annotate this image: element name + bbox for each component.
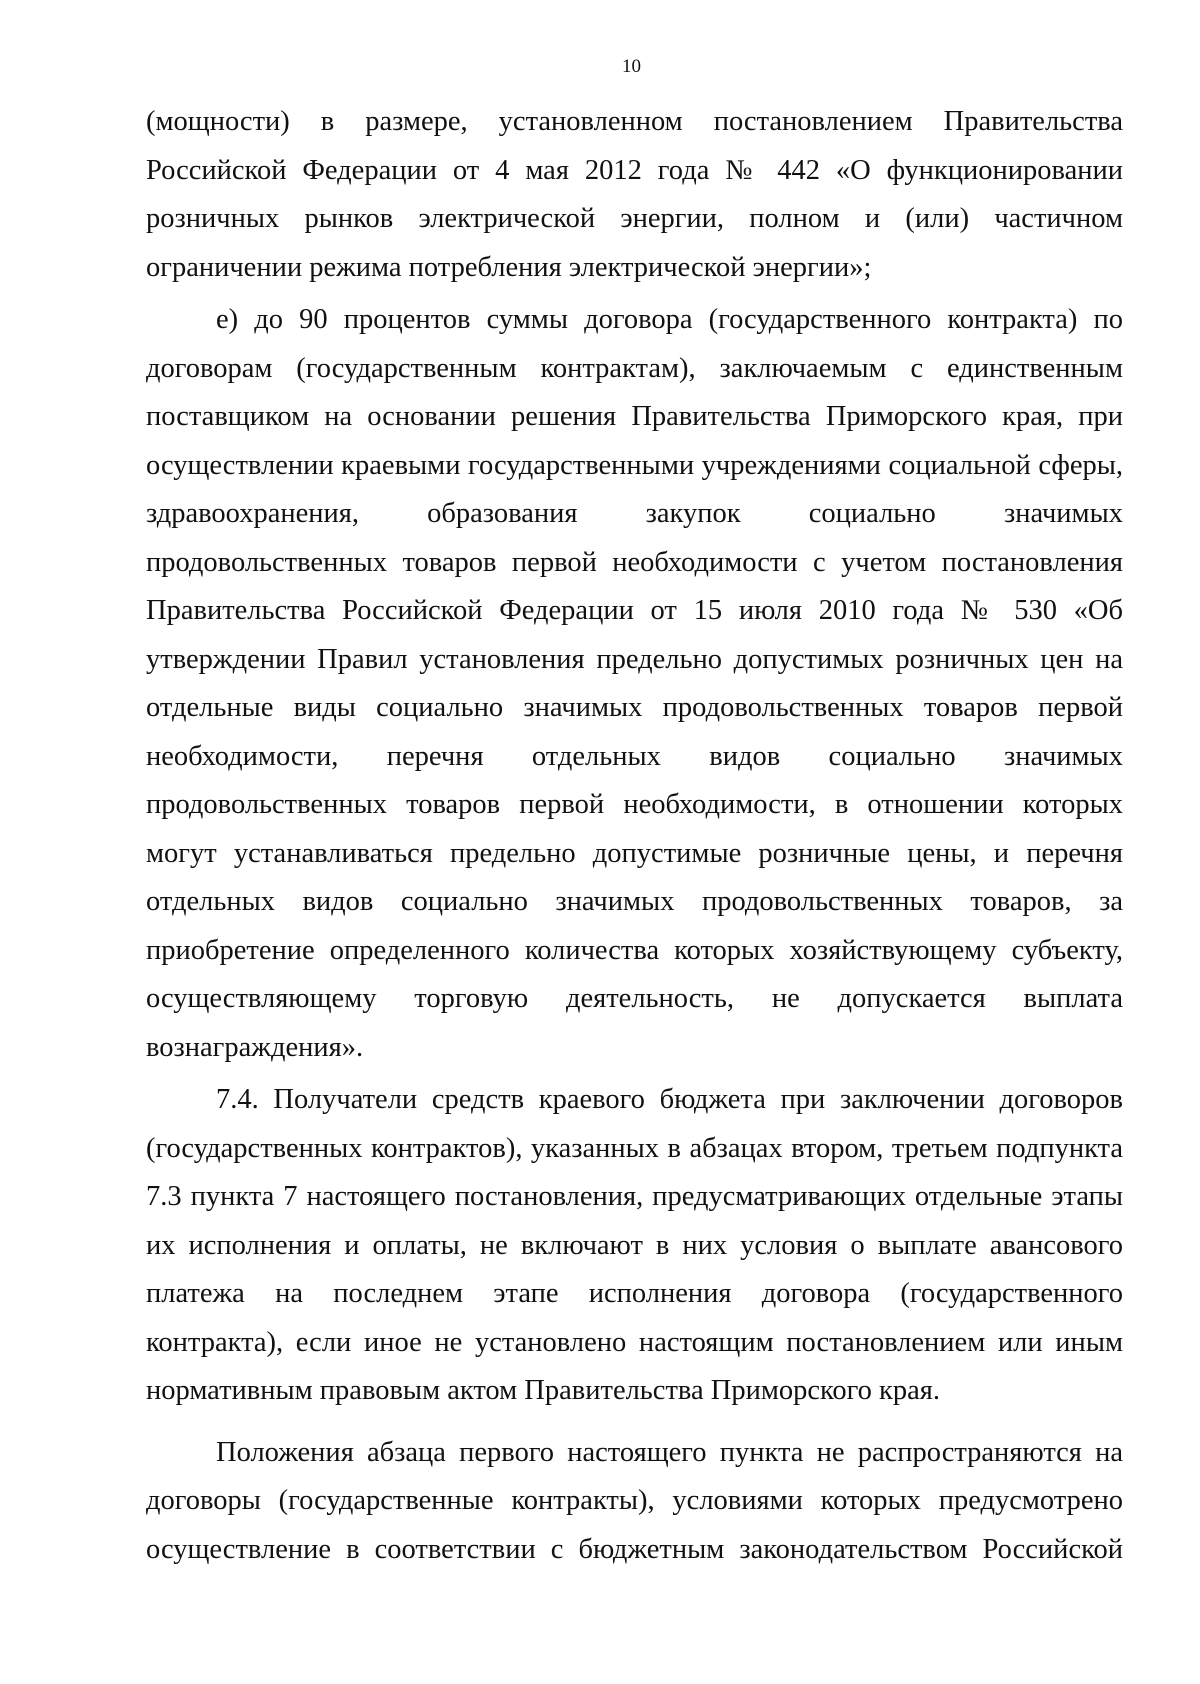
paragraph-subitem-e: е) до 90 процентов суммы договора (государственного контракта) по договорам (государственным контрактам), заключаемым с единственным поставщиком на основании решения Правительства Приморского края, при осуществлении краевыми государственными учреждениями социальной сферы, здравоохранения, образования закупок социально значимых продовольственных товаров первой необходимости с учетом постановления Правительства Российской Федерации от 15 июля 2010 года № 530 «Об утверждении Правил установления предельно допустимых розничных цен на отдельные виды социально значимых продовольственных товаров первой необходимости, перечня отдельных видов социально значимых продовольственных товаров первой необходимости, в отношении которых могут устанавливаться предельно допустимые розничные цены, и перечня отдельных видов социально значимых продовольственных товаров, за приобретение определенного количества которых хозяйствующему субъекту, осуществляющему торговую деятельность, не допускается выплата вознаграждения». bbox=[146, 304, 1123, 1063]
document-body bbox=[146, 98, 1123, 1574]
page-number: 10 bbox=[622, 56, 641, 77]
paragraph-clause-7-4: 7.4. Получатели средств краевого бюджета при заключении договоров (государственных контрактов), указанных в абзацах втором, третьем подпункта 7.3 пункта 7 настоящего постановления, предусматривающих отдельные этапы их исполнения и оплаты, не включают в них условия о выплате авансового платежа на последнем этапе исполнения договора (государственного контракта), если иное не установлено настоящим постановлением или иным нормативным правовым актом Правительства Приморского края. bbox=[146, 1084, 1123, 1406]
paragraph-continuation: (мощности) в размере, установленном постановлением Правительства Российской Федерации от 4 мая 2012 года № 442 «О функционировании розничных рынков электрической энергии, полном и (или) частичном ограничении режима потребления электрической энергии»; bbox=[146, 106, 1123, 283]
paragraph-exceptions: Положения абзаца первого настоящего пункта не распространяются на договоры (государственные контракты), условиями которых предусмотрено осуществление в соответствии с бюджетным законодательством Российской bbox=[146, 1436, 1123, 1565]
